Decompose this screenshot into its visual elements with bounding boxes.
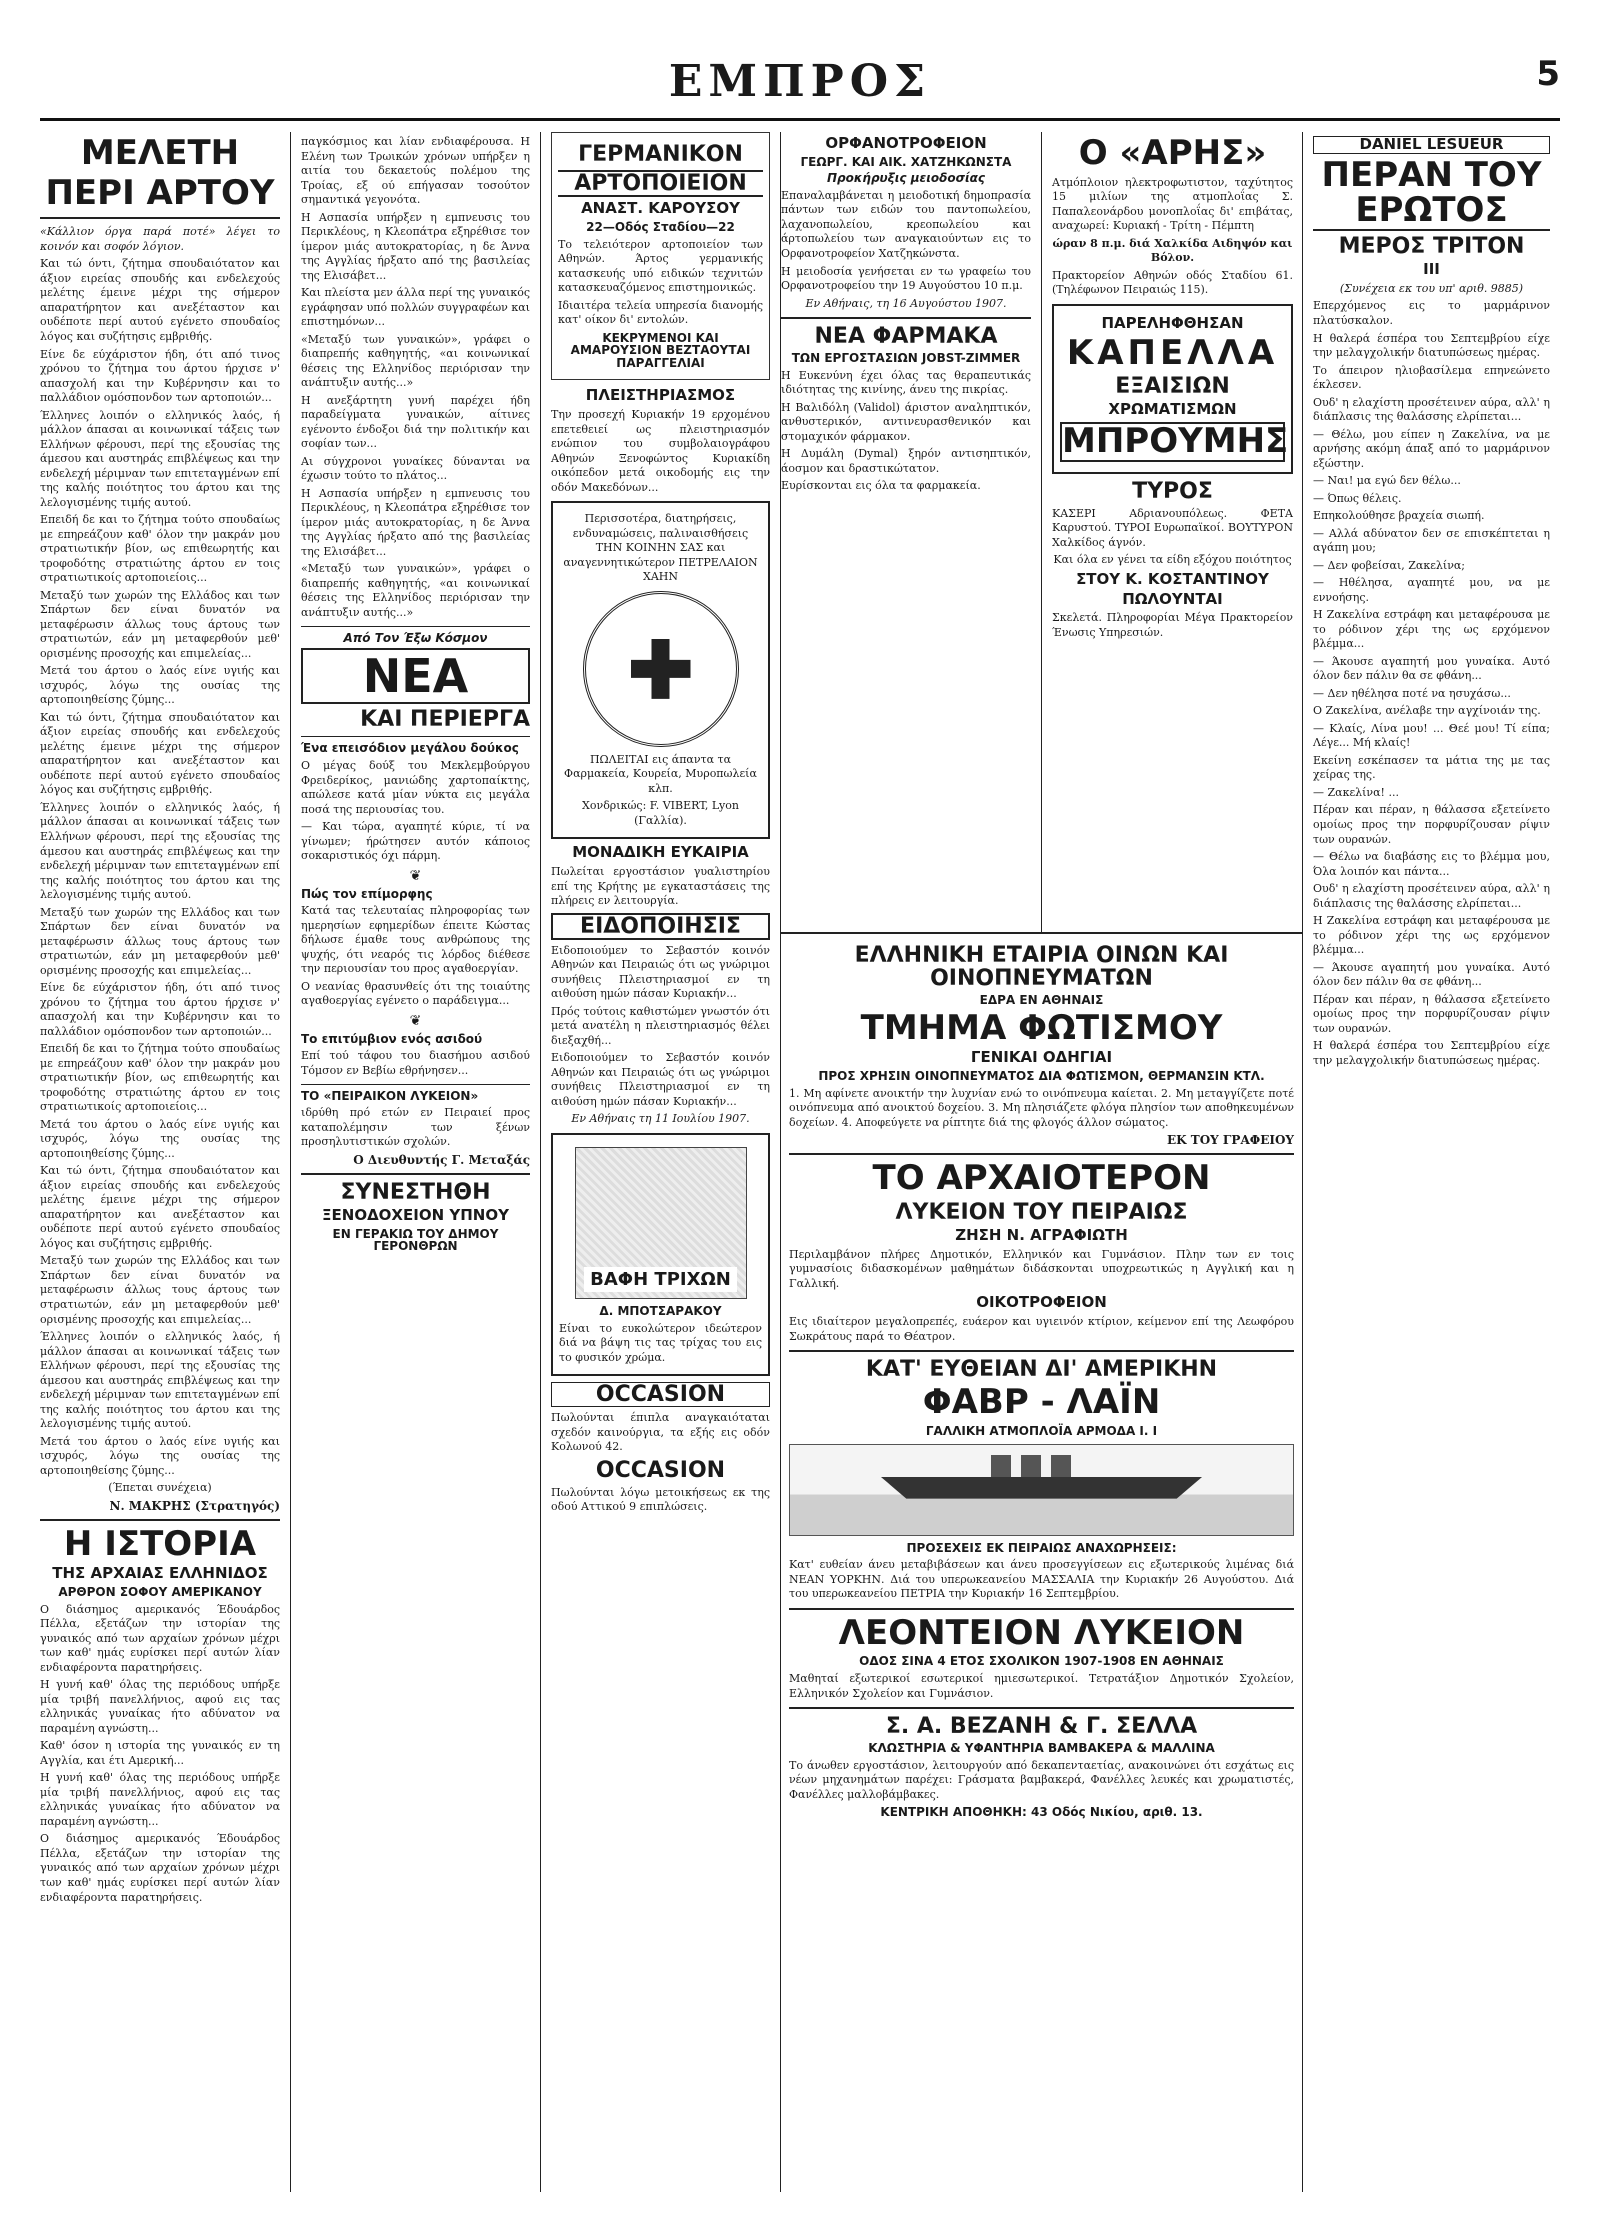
column-3 — [540, 132, 780, 2192]
article-title-meleti: ΜΕΛΕΤΗ — [80, 133, 240, 173]
paragraph: Μετά του άρτου ο λαός είνε υγιής και ισχυρός, λόγω της ουσίας της αρτοποιηθείσης ζύμης... — [40, 1117, 280, 1160]
paragraph: Επηκολούθησε βραχεία σιωπή. — [1313, 509, 1485, 523]
feuilleton-chapter: ΙΙΙ — [1423, 260, 1440, 279]
paragraph: — Δεν φοβείσαι, Ζακελίνα; — [1313, 558, 1466, 572]
paragraph: Ουδ' η ελαχίστη προσέτεινεν αύρα, αλλ' η διάπλασις της θαλάσσης ελρίπεται... — [1313, 395, 1550, 424]
ad-subtitle: ΓΕΝΙΚΑΙ ΟΔΗΓΙΑΙ — [970, 1048, 1113, 1067]
paragraph: Την προσεχή Κυριακήν 19 ερχομένου επετεθειεί ως πλειστηριασμόν ενώπιον του συμβολαιογράφου Αθηνών Ξενοφώντος Κυριακίδη οικόπεδον μετά οικοδομής εις την οδόν Μακεδόνων... — [551, 408, 770, 494]
paragraph: Ευρίσκονται εις όλα τα φαρμακεία. — [781, 479, 981, 493]
paragraph: Καθ' όσον η ιστορία της γυναικός εν τη Αγγλία, και έτι Αμερική... — [40, 1739, 280, 1767]
portrait-illustration-icon — [575, 1147, 747, 1299]
article-kicker: ΑΡΘΡΟΝ ΣΟΦΟΥ ΑΜΕΡΙΚΑΝΟΥ — [58, 1585, 262, 1600]
paragraph: Και τώ όντι, ζήτημα σπουδαιότατον και άξιον ειρείας σπουδής και ενδελεχούς μελέτης έμεινε μέχρι της σήμερον απαρατήρητον και ανεξέταστον και ουδέποτε περί αυτού εγένετο σπουδαίος λόγος και συζήτησις εμβριθής. — [40, 710, 280, 797]
notice-title-polountai: ΠΩΛΟΥΝΤΑΙ — [1122, 589, 1223, 608]
ad-vafi-trichon — [551, 1133, 770, 1376]
paragraph: Πωλούνται λόγω μετοικήσεως εκ της οδού Αττικού 9 επιπλώσεις. — [551, 1485, 770, 1514]
ad-text: Χονδρικώς: F. VIBERT, Lyon (Γαλλία). — [582, 799, 739, 827]
paragraph: Είνε δε εύχάριστον ήδη, ότι από τινος χρόνου το ζήτημα του άρτου ήρχισε ν' απασχολή και την Κυβέρνησιν και το παλλάδιον ομόσπονδον των αρτοποιών... — [40, 347, 280, 405]
ad-title-etairia: ΕΛΛΗΝΙΚΗ ΕΤΑΙΡΙΑ ΟΙΝΩΝ ΚΑΙ ΟΙΝΟΠΝΕΥΜΑΤΩΝ — [854, 943, 1229, 992]
paragraph: παγκόσμιος και λίαν ενδιαφέρουσα. Η Ελένη των Τρωικών χρόνων υπήρξεν η αιτία του δεκαετούς πολέμου της Τροίας, εξ ού επήγασαν τοσούτον σημαντικά γεγονότα. — [301, 135, 530, 207]
ad-shop: ΣΤΟΥ Κ. ΚΟΣΤΑΝΤΙΝΟΥ — [1076, 569, 1269, 588]
notice-title: ΜΟΝΑΔΙΚΗ ΕΥΚΑΙΡΙΑ — [572, 843, 749, 862]
paragraph: Η Βαλιδόλη (Validol) άριστον αναληπτικόν, ανθυστερικόν, αντινευρασθενικόν και στομαχικόν φάρμακον. — [781, 400, 1031, 443]
steamship-illustration-icon — [789, 1444, 1294, 1536]
top-row — [781, 132, 1302, 932]
ad-subtitle: ΤΩΝ ΕΡΓΟΣΤΑΣΙΩΝ JOBST-ZIMMER — [791, 351, 1021, 366]
paragraph: Μεταξύ των χωρών της Ελλάδος και των Σπάρτων δεν είναι δυνατόν να μεταφέρωσιν άλλως τους άρτους των στρατιωτών, εάν μη μεταφερθούν μεθ' ορισμένης προσοχής και επιμελείας... — [40, 588, 280, 660]
ad-title-fabr-lain: ΦΑΒΡ - ΛΑΪΝ — [922, 1382, 1161, 1423]
author-signature: Ν. ΜΑΚΡΗΣ (Στρατηγός) — [109, 1498, 280, 1513]
paragraph: Έλληνες λοιπόν ο ελληνικός λαός, ή μάλλον άπασαι αι κοινωνικαί τάξεις των Ελλήνων φέρουσι, περί της εξουσίας της άμεσου και αυστηράς επιβλέψεως και την ενδελεχή μέριμναν των επιτεταγμένων επί της καλής ποιότητος του άρτου και της λελογισμένης τιμής αυτού. — [40, 1330, 280, 1431]
ad-title-nea-farmaka: ΝΕΑ ΦΑΡΜΑΚΑ — [814, 324, 998, 350]
paragraph: — Ζακελίνα! ... — [1313, 785, 1399, 799]
notice-title: ΠΛΕΙΣΤΗΡΙΑΣΜΟΣ — [585, 386, 736, 405]
paragraph: Μαθηταί εξωτερικοί εσωτερικοί ημιεσωτερικοί. Τετρατάξιον Δημοτικόν Σχολείον, Ελληνικόν Σχολείον και Γυμνάσιον. — [789, 1672, 1294, 1700]
ad-title: ΑΡΤΟΠΟΙΕΙΟΝ — [558, 170, 763, 197]
paragraph: Επαναλαμβάνεται η μειοδοτική δημοπρασία πάντων των ειδών του παντοπωλείου, λαχανοπωλείου, κρεοπωλείου και άρτοπωλείου των αναγκαιούντων εις το Ορφανοτροφείον Χατζηκώνστα. — [781, 188, 1031, 260]
paragraph: Το άπειρον ηλιοβασίλεμα επηνεώνετο έκλεσεν. — [1313, 363, 1550, 392]
paragraph: Η Δυμάλη (Dymal) ξηρόν αντισηπτικόν, άοσμον και δραστικώτατον. — [781, 447, 1031, 475]
paragraph: Κατ' ευθείαν άνευ μεταβιβάσεων και άνευ προσεγγίσεων εις εξωτερικούς λιμένας διά ΝΕΑΝ ΥΟΡΚΗΝ. Διά του υπερωκεανείου ΜΑΣΣΑΛΙΑ την Κυριακήν 26 Αυγούστου. Διά του υπερωκεανείου ΠΕΤΡΙΑ την Κυριακήν 16 Σεπτεμβρίου. — [789, 1558, 1294, 1601]
item-heading: Πώς τον επίμορφης — [301, 886, 433, 901]
paragraph: — Ναι! μα εγώ δεν θέλω... — [1313, 474, 1461, 488]
paragraph: Μεταξύ των χωρών της Ελλάδος και των Σπάρτων δεν είναι δυνατόν να μεταφέρωσιν άλλως τους άρτους των στρατιωτών, εάν μη μεταφερθούν μεθ' ορισμένης προσοχής και επιμελείας... — [40, 1254, 280, 1326]
paragraph: Η Ευκενύνη έχει όλας τας θεραπευτικάς ιδιότητας της κινίνης, άνευ της πικρίας. — [781, 368, 1031, 397]
paragraph: Ειδοποιούμεν το Σεβαστόν κοινόν Αθηνών και Πειραιώς ότι ως γνώριμοι συνήθεις Πλειστηριασμοί εν τη αιθούση ημών πάσαν Κυριακήν... — [551, 943, 770, 1001]
ad-line: ΚΑΠΕΛΛΑ — [1066, 332, 1279, 373]
column-4 — [781, 132, 1041, 932]
paragraph: Ατμόπλοιον ηλεκτροφωτιστον, ταχύτητος 15 μιλίων της ατμοπλοΐας Σ. Παπαλεονάρδου μονοπλοΐας δι' επιβάτας, αναχωρεί: Κυριακή - Τρίτη - Πέμπτη — [1052, 175, 1293, 233]
ad-owner: ΑΝΑΣΤ. ΚΑΡΟΥΣΟΥ — [581, 199, 740, 218]
newspaper-title: ΕΜΠΡΟΣ — [668, 56, 932, 107]
divider — [781, 317, 1031, 319]
item-heading: Ένα επεισόδιον μεγάλου δούκος — [301, 741, 519, 756]
paragraph: Ο διάσημος αμερικανός Έδουάρδος Πέλλα, εξετάζων την ιστορίαν της γυναικός από των αρχαίων χρόνων μέχρι των καθ' ημάς ευρίσκει περί αυτών λίαν ενδιαφέροντα παρατηρήσεις. — [40, 1602, 280, 1674]
feuilleton-part: ΜΕΡΟΣ ΤΡΙΤΟΝ — [1338, 234, 1525, 260]
paragraph: ΚΑΣΕΡΙ Αδριανουπόλεως. ΦΕΤΑ Καρυστού. ΤΥΡΟΙ Ευρωπαϊκοί. ΒΟΥΤΥΡΟΝ Χαλκίδος άγνόν. — [1052, 506, 1293, 549]
paragraph: — Άκουσε αγαπητή μου γυναίκα. Αυτό όλον δεν πάλιν θα σε φθάνη... — [1313, 960, 1550, 989]
paragraph: Το άνωθεν εργοστάσιον, λειτουργούν από δεκαπενταετίας, ανακοινώνει ότι εσχάτως εις νέων μηχανημάτων παρέχει: Γράσματα βαμβακερά, Φανέλλες λευκές και χρωματιστές, Φανέλλες μαλλοβάμβακες. — [789, 1758, 1294, 1801]
ad-title-vezani: Σ. Α. ΒΕΖΑΝΗ & Γ. ΣΕΛΛΑ — [885, 1714, 1198, 1740]
notice-date: Εν Αθήναις τη 11 Ιουλίου 1907. — [571, 1112, 750, 1126]
column-1 — [40, 132, 290, 2192]
column-6 — [1302, 132, 1560, 2192]
article-subtitle-artou: ΠΕΡΙ ΑΡΤΟΥ — [45, 172, 275, 213]
ad-text: ΠΩΛΕΙΤΑΙ εις άπαντα τα Φαρμακεία, Κουρεία, Μυροπωλεία κλπ. — [564, 752, 757, 795]
ad-line: ΕΞΑΙΣΙΩΝ — [1115, 374, 1230, 400]
item-heading: Το επιτύμβιον ενός ασιδού — [301, 1031, 483, 1046]
divider — [301, 1084, 530, 1085]
signature: Ο Διευθυντής Γ. Μεταξάς — [353, 1152, 530, 1167]
paragraph: ιδρύθη πρό ετών εν Πειραιεί προς καταπολέμησιν των ξένων προσηλυτιστικών σχολών. — [301, 1106, 530, 1149]
divider — [789, 1350, 1294, 1352]
paragraph: — Όπως θέλεις. — [1313, 491, 1402, 505]
paragraph: Εκείνη εσκέπασεν τα μάτια της με τας χείρας της. — [1313, 753, 1550, 782]
notice-title-eidopoiisis: ΕΙΔΟΠΟΙΗΣΙΣ — [551, 913, 770, 940]
ad-subtitle: ΟΔΟΣ ΣΙΝΑ 4 ΕΤΟΣ ΣΧΟΛΙΚΟΝ 1907-1908 ΕΝ ΑΘΗΝΑΙΣ — [859, 1654, 1224, 1669]
ad-location: ΕΝ ΓΕΡΑΚΙΩ ΤΟΥ ΔΗΜΟΥ ΓΕΡΟΝΘΡΩΝ — [332, 1226, 499, 1254]
paragraph: Και όλα εν γένει τα είδη εξόχου ποιότητος — [1053, 553, 1292, 567]
paragraph: — Ηθέλησα, αγαπητέ μου, να με εννοήσης. — [1313, 576, 1550, 604]
paragraph: Επειδή δε και το ζήτημα τούτο σπουδαίως με επηρεάζουν καθ' όλον την μακράν μου στρατιωτικήν βίον, ως επιθεωρητής και τροφοδότης στρατιώτης άρτου εν τοις στρατιωτικοίς αρτοποιείοις... — [40, 513, 280, 585]
paragraph: Η Ασπασία υπήρξεν η εμπνευσις του Περικλέους, η Κλεοπάτρα εξηρέθισε τον ίμερον μιάς αυτοκρατορίας, η δε Άννα της Αγγλίας ήρξατο από της βασιλείας της Ελισάβετ... — [301, 486, 530, 558]
page-number: 5 — [1536, 54, 1560, 94]
paragraph: Το τελειότερον αρτοποιείον των Αθηνών. Άρτος γερμανικής κατασκευής υπό ειδικών τεχνιτών κατασκευαζόμενος επιστημονικώς. — [558, 237, 763, 295]
ad-title-lykeion: ΛΥΚΕΙΟΝ ΤΟΥ ΠΕΙΡΑΙΩΣ — [895, 1200, 1188, 1226]
ad-subtitle-oikotrofeion: ΟΙΚΟΤΡΟΦΕΙΟΝ — [976, 1293, 1107, 1312]
paragraph: Ουδ' η ελαχίστη προσέτεινεν αύρα, αλλ' η διάπλασις της θαλάσσης ελρίπεται... — [1313, 882, 1550, 910]
paragraph: Η γυνή καθ' όλας της περιόδους υπήρξε μία τριβή πανελλήνιος, αφού εις τας ελληνικάς γυναίκας ήτο αδύνατον να παραμένη αγνώστη... — [40, 1771, 280, 1828]
paragraph: Μετά του άρτου ο λαός είνε υγιής και ισχυρός, λόγω της ουσίας της αρτοποιηθείσης ζύμης... — [40, 664, 280, 707]
ad-note: ΚΕΚΡΥΜΕΝΟΙ ΚΑΙ ΑΜΑΡΟΥΣΙΟΝ ΒΕΖΤΑΟΥΤΑΙ ΠΑΡΑΓΓΕΛΙΑΙ — [570, 330, 751, 370]
ad-subtitle: ΠΡΟΣ ΧΡΗΣΙΝ ΟΙΝΟΠΝΕΥΜΑΤΟΣ ΔΙΑ ΦΩΤΙΣΜΟΝ, ΘΕΡΜΑΝΣΙΝ ΚΤΛ. — [818, 1069, 1265, 1084]
article-title-istoria: Η ΙΣΤΟΡΙΑ — [63, 1523, 257, 1564]
paragraph: Σκελετά. Πληροφορίαι Μέγα Πρακτορείον Ένωσις Υπηρεσιών. — [1052, 611, 1293, 639]
cross-seal-icon — [583, 591, 739, 747]
paragraph: — Και τώρα, αγαπητέ κύριε, τί να γίνωμεν; ήρώτησεν αυτόν κάποιος σοκαριστικός όχι πάρμη. — [301, 820, 530, 863]
divider — [301, 626, 530, 627]
paragraph: Και τώ όντι, ζήτημα σπουδαιότατον και άξιον ειρείας σπουδής και ενδελεχούς μελέτης έμεινε μέχρι της σήμερον απαρατήρητον και ανεξέταστον και ουδέποτε περί αυτού εγένετο σπουδαίος λόγος και συζήτησις εμβριθής. — [40, 257, 280, 343]
paragraph: — Δεν ηθέλησα ποτέ να ησυχάσω... — [1313, 686, 1511, 700]
paragraph: Είναι το ευκολώτερον ιδεώτερον διά να βάψη τις τας τρίχας του εις το φυσικόν χρώμα. — [559, 1321, 762, 1364]
paragraph: «Μεταξύ των γυναικών», γράφει ο διαπρεπής καθηγητής, «αι κοινωνικαί θέσεις της Ελληνίδος περιόρισαν την ανάπτυξιν αυτής...» — [301, 562, 530, 619]
paragraph: Επειδή δε και το ζήτημα τούτο σπουδαίως με επηρεάζουν καθ' όλον την μακράν μου στρατιωτικήν βίον, ως επιθεωρητής και τροφοδότης στρατιώτης άρτου εν τοις στρατιωτικοίς αρτοποιείοις... — [40, 1042, 280, 1114]
paragraph: Και τώ όντι, ζήτημα σπουδαιότατον και άξιον ειρείας σπουδής και ενδελεχούς μελέτης έμεινε μέχρι της σήμερον απαρατήρητον και ανεξέταστον και ουδέποτε περί αυτού εγένετο σπουδαίος λόγος και συζήτησις εμβριθής. — [40, 1164, 280, 1250]
paragraph: Ο Ζακελίνα, ανέλαβε την αγχίνοιάν της. — [1313, 704, 1541, 718]
ad-petrelaion — [551, 501, 770, 839]
section-label: Από Τον Έξω Κόσμον — [343, 630, 488, 645]
paragraph: ώραν 8 π.μ. διά Χαλκίδα Αιδηψόν και Βόλον. — [1052, 236, 1293, 265]
paragraph: Κατά τας τελευταίας πληροφορίας των ημερησίων εφημερίδων έπειτε Κώστας δήλωσε έμαθε τους ανθρώπους της ψυχής, ότι νεαρός τις λόρδος διέθεσε την περιουσίαν του προς αγαθοεργίαν. — [301, 904, 530, 976]
ad-footer: ΚΕΝΤΡΙΚΗ ΑΠΟΘΗΚΗ: 43 Οδός Νικίου, αριθ. 13. — [880, 1805, 1203, 1820]
feuilleton-note: (Συνέχεια εκ του υπ' αριθ. 9885) — [1339, 281, 1524, 295]
wide-section — [781, 932, 1302, 1829]
paragraph: Η μειοδοσία γενήσεται εν τω γραφείω του Ορφανοτροφείου την 19 Αυγούστου 10 π.μ. — [781, 264, 1031, 293]
continuation-note: (Έπεται συνέχεια) — [108, 1481, 212, 1495]
paragraph: Η Ζακελίνα εστράφη και μεταφέρουσα με το ρόδινον χέρι της ως ερχόμενον βλέμμα... — [1313, 914, 1550, 957]
column-5 — [1041, 132, 1302, 932]
paragraph: Η γυνή καθ' όλας της περιόδους υπήρξε μία τριβή πανελλήνιος, αφού εις τας ελληνικάς γυναίκας ήτο αδύνατον να παραμένη αγνώστη... — [40, 1678, 280, 1735]
notice-subtitle: ΓΕΩΡΓ. ΚΑΙ ΑΙΚ. ΧΑΤΖΗΚΩΝΣΤΑ — [800, 154, 1012, 169]
paragraph: Μετά του άρτου ο λαός είνε υγιής και ισχυρός, λόγω της ουσίας της αρτοποιηθείσης ζύμης... — [40, 1434, 280, 1477]
portrait-caption: ΒΑΦΗ ΤΡΙΧΩΝ — [584, 1267, 737, 1292]
paragraph: Η θαλερά έσπέρα του Σεπτεμβρίου είχε την μελαγχολικήν διατυπώσεως ημέρας. — [1313, 1039, 1550, 1067]
paragraph: Ο νεανίας θρασυνθείς ότι της τοιαύτης αγαθοεργίας εγένετο ο παράδειγμα... — [301, 979, 530, 1008]
columns — [40, 132, 1560, 2192]
paragraph: Πρός τούτοις καθιστώμεν γνωστόν ότι μετά ανατέλη η πλειστηριασμός θέλει διεξαχθή... — [551, 1004, 770, 1047]
paragraph: Επερχόμενος εις το μαρμάρινον πλατύσκαλον. — [1313, 299, 1550, 327]
paragraph: Η Ασπασία υπήρξεν η εμπνευσις του Περικλέους, η Κλεοπάτρα εξηρέθισε τον ίμερον μιάς αυτοκρατορίας, η δε Άννα της Αγγλίας ήρξατο από της βασιλείας της Ελισάβετ... — [301, 210, 530, 282]
ad-maker: Δ. ΜΠΟΤΣΑΡΑΚΟΥ — [599, 1303, 722, 1318]
paragraph: — Θέλω να διαβάσης εις το βλέμμα μου, Όλα λοιπόν και πάντα... — [1313, 850, 1550, 878]
ad-text: Περισσοτέρα, διατηρήσεις, ενδυναμώσεις, παλιναισθήσεις ΤΗΝ ΚΟΙΝΗΝ ΣΑΣ και αναγεννητικώτερον ΠΕΤΡΕΛΑΙΟΝ ΧΑΗΝ — [563, 512, 758, 584]
section-title-nea: ΝΕΑ — [301, 648, 530, 704]
paragraph: Επί τού τάφου του διασήμου ασιδού Τόμσον εν Βεβίω εθρήνησεν... — [301, 1049, 530, 1077]
paragraph: Πρακτορείον Αθηνών οδός Σταδίου 61. (Τηλέφωνον Πειραιώς 115). — [1052, 268, 1293, 297]
paragraph: Αι σύγχρονοι γυναίκες δύνανται να έχωσιν τούτο το πλάτος... — [301, 454, 530, 483]
divider — [40, 217, 280, 219]
divider — [301, 736, 530, 737]
ad-line: ΧΡΩΜΑΤΙΣΜΩΝ — [1108, 400, 1237, 419]
feuilleton-title: ΠΕΡΑΝ ΤΟΥ ΕΡΩΤΟΣ — [1313, 158, 1550, 231]
paragraph: Περιλαμβάνον πλήρες Δημοτικόν, Ελληνικόν και Γυμνάσιον. Πλην των εν τοις γυμνασίοις διδασκομένων μαθημάτων διδάσκονται υποχρεωτικώς η Αγγλική και η Γαλλική. — [789, 1247, 1294, 1290]
ad-line: ΜΠΡΟΥΜΗΣ — [1062, 421, 1289, 462]
ad-title-leonteion: ΛΕΟΝΤΕΙΟΝ ΛΥΚΕΙΟΝ — [838, 1612, 1245, 1653]
ad-address: 22—Οδός Σταδίου—22 — [586, 219, 735, 234]
paragraph: Πέραν και πέραν, η θάλασσα εξετείνετο ομοίως προς την πορφυρίζουσαν ρίψιν των ουρανών. — [1313, 992, 1550, 1035]
section-subtitle-perierga: ΚΑΙ ΠΕΡΙΕΡΓΑ — [360, 707, 530, 733]
columns-4-5 — [780, 132, 1302, 2192]
ad-kapella — [1052, 304, 1293, 474]
paragraph: Πωλείται εργοστάσιον γυαλιστηρίου επί της Κρήτης με εγκαταστάσεις της πλήρεις εν λειτουργία. — [551, 865, 770, 908]
fleuron-ornament: ❦ — [409, 867, 422, 884]
ad-line: ΠΑΡΕΛΗΦΘΗΣΑΝ — [1101, 313, 1244, 332]
paragraph: Η ανεξάρτητη γυνή παρέχει ήδη παραδείγματα γυναικών, αίτινες εγένοντο ένδοξοι διά την πολιτικήν και σοφίαν των... — [301, 393, 530, 451]
ad-title-aris: Ο «ΑΡΗΣ» — [1078, 133, 1267, 173]
paragraph: Πωλούνται έπιπλα αναγκαιόταται σχεδόν καινούργια, τα εξής εις οδόν Κολωνού 42. — [551, 1411, 770, 1454]
paragraph: Εις ιδιαίτερον μεγαλοπρεπές, ευάερον και υγιεινόν κτίριον, κείμενον επί της Λεωφόρου Σωκράτους παρά το Θέατρον. — [789, 1315, 1294, 1343]
divider — [40, 1519, 280, 1521]
ad-title-archaioteron: ΤΟ ΑΡΧΑΙΟΤΕΡΟΝ — [872, 1158, 1211, 1199]
paragraph: «Μεταξύ των γυναικών», γράφει ο διαπρεπής καθηγητής, «αι κοινωνικαί θέσεις της Ελληνίδος περιόρισαν την ανάπτυξιν αυτής...» — [301, 332, 530, 390]
article-subtitle-ellinidos: ΤΗΣ ΑΡΧΑΙΑΣ ΕΛΛΗΝΙΔΟΣ — [52, 1564, 268, 1583]
paragraph: 1. Μη αφίνετε ανοικτήν την λυχνίαν ενώ το οινόπνευμα καίεται. 2. Μη μεταγγίζετε ποτέ οινόπνευμα από ανοικτού δοχείου. 3. Μη πλησιάζετε φλόγα πλησίον των αποθηκευμένων δοχείων. 4. Αποφεύγετε να ρίπτητε διά της φλογός άλλον σώματος. — [789, 1086, 1294, 1129]
feuilleton-author: DANIEL LESUEUR — [1313, 136, 1550, 154]
ad-subtitle: ΠΡΟΣΕΧΕΙΣ ΕΚ ΠΕΙΡΑΙΩΣ ΑΝΑΧΩΡΗΣΕΙΣ: — [906, 1540, 1177, 1555]
divider — [789, 1608, 1294, 1610]
divider — [789, 1153, 1294, 1155]
paragraph: — Άκουσε αγαπητή μου γυναίκα. Αυτό όλον δεν πάλιν θα σε φθάνη... — [1313, 654, 1550, 683]
paragraph: Έλληνες λοιπόν ο ελληνικός λαός, ή μάλλον άπασαι αι κοινωνικαί τάξεις των Ελλήνων φέρουσι, περί της εξουσίας της άμεσου και αυστηράς επιβλέψεως και την ενδελεχή μέριμναν των επιτεταγμένων επί της καλής ποιότητος του άρτου και της λελογισμένης τιμής αυτού. — [40, 408, 280, 509]
paragraph: Πέραν και πέραν, η θάλασσα εξετείνετο ομοίως προς την πορφυρίζουσαν ρίψιν των ουρανών. — [1313, 803, 1550, 846]
ad-germanikon — [551, 132, 770, 380]
ad-title-amerikin: ΚΑΤ' ΕΥΘΕΙΑΝ ΔΙ' ΑΜΕΡΙΚΗΝ — [865, 1357, 1218, 1383]
paragraph: Η Ζακελίνα εστράφη και μεταφέρουσα με το ρόδινον χέρι της ως ερχόμενον βλέμμα... — [1313, 608, 1550, 651]
ad-title-occasion-2: OCCASION — [595, 1457, 726, 1483]
ad-title-synestithi: ΣΥΝΕΣΤΗΘΗ — [340, 1179, 491, 1205]
paragraph: Ο διάσημος αμερικανός Έδουάρδος Πέλλα, εξετάζων την ιστορίαν της γυναικός από των αρχαίων χρόνων μέχρι των καθ' ημάς ευρίσκει περί αυτών λίαν ενδιαφέροντα παρατηρήσεις. — [40, 1832, 280, 1904]
paragraph: «Κάλλιον όργα παρά ποτέ» λέγει το κοινόν και σοφόν λόγιον. — [40, 225, 280, 253]
masthead — [40, 48, 1560, 121]
ad-subtitle: ΖΗΣΗ Ν. ΑΓΡΑΦΙΩΤΗ — [955, 1226, 1128, 1245]
item-heading: ΤΟ «ΠΕΙΡΑΙΚΟΝ ΛΥΚΕΙΟΝ» — [301, 1088, 479, 1103]
ad-title-occasion: OCCASION — [551, 1382, 770, 1407]
ad-title: ΓΕΡΜΑΝΙΚΟΝ — [578, 142, 743, 167]
ad-subtitle-xenodocheion: ΞΕΝΟΔΟΧΕΙΟΝ ΥΠΝΟΥ — [322, 1205, 509, 1224]
paragraph: Έλληνες λοιπόν ο ελληνικός λαός, ή μάλλον άπασαι αι κοινωνικαί τάξεις των Ελλήνων φέρουσι, περί της εξουσίας της άμεσου και αυστηράς επιβλέψεως και την ενδελεχή μέριμναν των επιτεταγμένων επί της καλής ποιότητος του άρτου και της λελογισμένης τιμής αυτού. — [40, 800, 280, 902]
paragraph: Μεταξύ των χωρών της Ελλάδος και των Σπάρτων δεν είναι δυνατόν να μεταφέρωσιν άλλως τους άρτους των στρατιωτών, εάν μη μεταφερθούν μεθ' ορισμένης προσοχής και επιμελείας... — [40, 905, 280, 977]
paragraph: Ειδοποιούμεν το Σεβαστόν κοινόν Αθηνών και Πειραιώς ότι ως γνώριμοι συνήθεις Πλειστηριασμοί εν τη αιθούση ημών πάσαν Κυριακήν... — [551, 1051, 770, 1108]
ad-subtitle: ΚΛΩΣΤΗΡΙΑ & ΥΦΑΝΤΗΡΙΑ ΒΑΜΒΑΚΕΡΑ & ΜΑΛΛΙΝΑ — [868, 1741, 1215, 1756]
column-2 — [290, 132, 540, 2192]
paragraph: Είνε δε εύχάριστον ήδη, ότι από τινος χρόνου το ζήτημα του άρτου ήρχισε ν' απασχολή και την Κυβέρνησιν και το παλλάδιον ομόσπονδον των αρτοποιών... — [40, 981, 280, 1038]
fleuron-ornament: ❦ — [409, 1012, 422, 1029]
paragraph: Η θαλερά έσπέρα του Σεπτεμβρίου είχε την μελαγχολικήν διατυπώσεως ημέρας. — [1313, 331, 1550, 360]
notice-title-orfanotrofeion: ΟΡΦΑΝΟΤΡΟΦΕΙΟΝ — [825, 134, 987, 152]
ad-title-tyros: ΤΥΡΟΣ — [1132, 478, 1213, 504]
notice-kicker: Προκήρυξις μειοδοσίας — [827, 171, 985, 186]
divider — [301, 1173, 530, 1175]
paragraph: Ο μέγας δούξ του Μεκλεμβούργου Φρειδερίκος, μανιώδης χαρτοπαίκτης, απώλεσε κατά μίαν νύκτα εις μεγάλα ποσά της περιουσίας του. — [301, 759, 530, 816]
paragraph: — Θέλω, μου είπεν η Ζακελίνα, να με αρνήσης ακόμη άπαξ από το μαρμάρινον εξώστην. — [1313, 427, 1550, 470]
ad-subtitle: ΓΑΛΛΙΚΗ ΑΤΜΟΠΛΟΪΑ ΑΡΜΟΔΑ Ι. Ι — [925, 1424, 1158, 1438]
paragraph: Και πλείστα μεν άλλα περί της γυναικός εγράφησαν υπό πολλών συγγραφέων και επιστημόνων... — [301, 286, 530, 329]
ad-subtitle: ΕΔΡΑ ΕΝ ΑΘΗΝΑΙΣ — [979, 993, 1104, 1008]
ad-title-fotismou: ΤΜΗΜΑ ΦΩΤΙΣΜΟΥ — [860, 1007, 1223, 1048]
divider — [789, 1707, 1294, 1709]
notice-date: Εν Αθήναις, τη 16 Αυγούστου 1907. — [805, 296, 1007, 310]
signature: ΕΚ ΤΟΥ ΓΡΑΦΕΙΟΥ — [1167, 1133, 1294, 1148]
paragraph: — Κλαίς, Λίνα μου! ... Θεέ μου! Τί είπα; Λέγε... Μή κλαίς! — [1313, 721, 1550, 750]
paragraph: — Αλλά αδύνατον δεν σε επισκέπτεται η αγάπη μου; — [1313, 526, 1550, 555]
paragraph: Ιδιαιτέρα τελεία υπηρεσία διανομής κατ' οίκον δι' εντολών. — [558, 298, 763, 327]
